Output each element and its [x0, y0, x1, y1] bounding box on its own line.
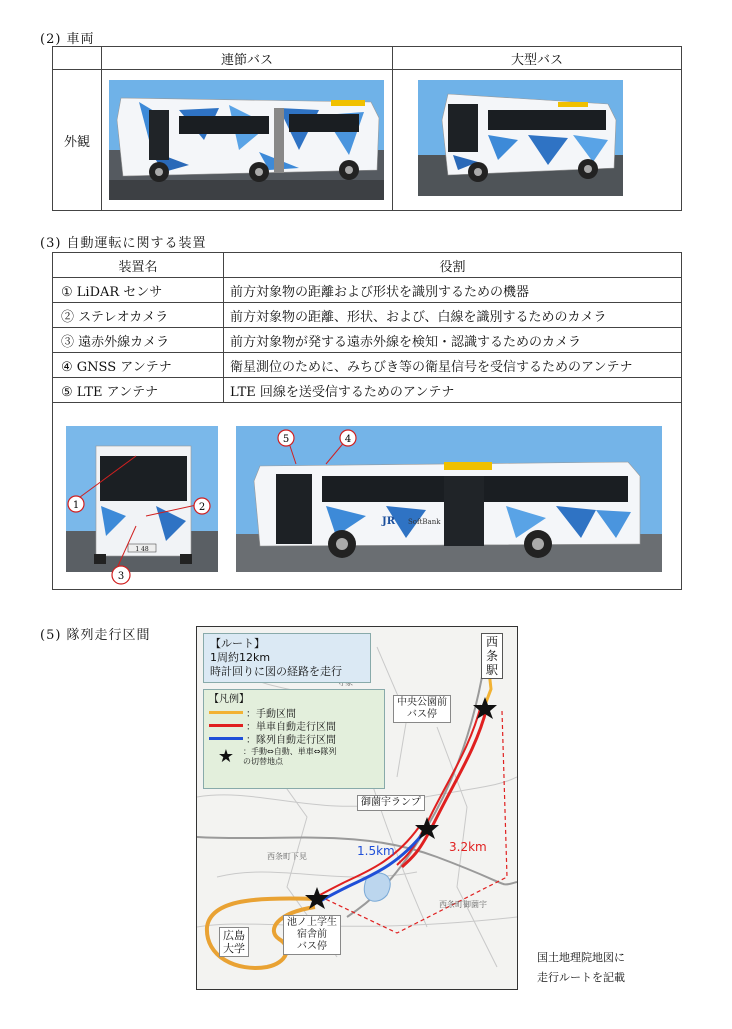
device-header-role: 役割	[224, 253, 682, 278]
map-legend	[203, 689, 385, 789]
star-icon: ★	[217, 746, 235, 767]
credit-line2: 走行ルートを記載	[537, 971, 625, 984]
label-saijo-station: 西条駅	[481, 633, 503, 679]
route-map	[196, 626, 518, 990]
callout-1: 1	[72, 500, 80, 511]
route-box-line1: 1周約12km	[210, 651, 271, 664]
legend-item-star	[209, 747, 379, 767]
device-row-name: ① LiDAR センサ	[53, 278, 224, 303]
section-vehicle-title: (2) 車両	[40, 32, 95, 47]
legend-label: ：単車自動走行区間	[246, 722, 336, 733]
device-row-role: 衛星測位のために、みちびき等の衛星信号を受信するためのアンテナ	[224, 353, 682, 378]
large-bus-photo	[418, 80, 623, 196]
bus-logo-softbank: SoftBank	[408, 518, 441, 526]
legend-item	[209, 732, 379, 745]
device-row-role: 前方対象物の距離、形状、および、白線を識別するためのカメラ	[224, 303, 682, 328]
legend-swatch	[209, 711, 243, 714]
bus-side-photo	[236, 426, 662, 572]
map-place-label: 西条町下見	[267, 852, 307, 861]
device-row-name: ③ 遠赤外線カメラ	[53, 328, 224, 353]
route-box-title: 【ルート】	[210, 637, 265, 650]
legend-label: ：隊列自動走行区間	[246, 735, 336, 746]
vehicle-row-label: 外観	[53, 70, 102, 211]
map-credit	[537, 948, 625, 988]
callout-3-marker	[110, 564, 132, 586]
section-device-title: (3) 自動運転に関する装置	[40, 236, 207, 251]
legend-swatch	[209, 737, 243, 740]
distance-blue-label: 1.5km	[357, 844, 395, 858]
vehicle-table-corner	[53, 47, 102, 70]
callout-3: 3	[117, 571, 125, 582]
legend-star-line2: の切替地点	[243, 757, 283, 766]
articulated-bus-photo	[109, 80, 384, 200]
device-row-name: ② ステレオカメラ	[53, 303, 224, 328]
bus-logo-jr: JR	[382, 516, 396, 527]
device-row-name: ⑤ LTE アンテナ	[53, 378, 224, 403]
device-row-role: 前方対象物の距離および形状を識別するための機器	[224, 278, 682, 303]
label-hiroshima-univ: 広島 大学	[219, 927, 249, 957]
vehicle-col-articulated: 連節バス	[102, 47, 393, 70]
label-chuo-koen-stop: 中央公園前 バス停	[393, 695, 451, 723]
bus-front-photo	[66, 426, 218, 572]
star-marker	[305, 887, 329, 909]
device-header-name: 装置名	[53, 253, 224, 278]
label-ikenoue-stop: 池ノ上学生 宿舎前 バス停	[283, 915, 341, 955]
callout-2: 2	[198, 502, 206, 513]
distance-red-label: 3.2km	[449, 840, 487, 854]
device-row-role: LTE 回線を送受信するためのアンテナ	[224, 378, 682, 403]
credit-line1: 国土地理院地図に	[537, 951, 625, 964]
callout-5: 5	[282, 434, 290, 445]
label-gokanu-ramp: 御薗宇ランプ	[357, 795, 425, 811]
plate-text: 1 48	[135, 546, 149, 553]
legend-star-line1: ：手動⇔自動、単車⇔隊列	[243, 747, 337, 756]
route-info-box	[203, 633, 371, 683]
legend-title: 【凡例】	[209, 694, 249, 705]
vehicle-col-large: 大型バス	[393, 47, 682, 70]
legend-label: ：手動区間	[246, 709, 296, 720]
callout-4: 4	[344, 434, 352, 445]
section-route-title: (5) 隊列走行区間	[40, 628, 151, 643]
device-row-role: 前方対象物が発する遠赤外線を検知・認識するためのカメラ	[224, 328, 682, 353]
route-box-line2: 時計回りに図の経路を走行	[210, 665, 342, 678]
legend-swatch	[209, 724, 243, 727]
device-row-name: ④ GNSS アンテナ	[53, 353, 224, 378]
map-place-label: 西条町御薗宇	[439, 900, 487, 909]
